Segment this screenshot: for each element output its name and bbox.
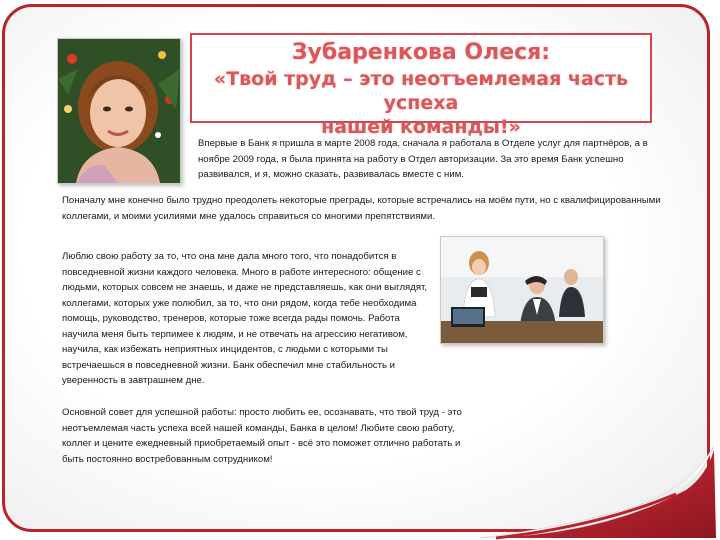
paragraph-love-work: Люблю свою работу за то, что она мне дала много того, что понадобится в повседневной жизни каждого человека. Много в работе интересного: общение с людьми, которых совсем не знаешь, и даже не представляешь, как они выглядят, коллегами, которых уже полюбил, за то, что они рядом, когда тебе необходима помощь, руководство, тренеров, которые тоже всегда рады помочь. Работа научила меня быть терпимее к людям, и не отвечать на агрессию негативом, научила, как избежать неприятных инцидентов, с людьми с которыми ты встречаешься в повседневной жизни. Банк обеспечил мне стабильность и уверенность в завтрашнем дне. bbox=[62, 251, 428, 386]
office-photo bbox=[440, 236, 604, 344]
employee-name: Зубаренкова Олеся: bbox=[291, 40, 551, 65]
page-curl-decoration bbox=[460, 380, 720, 540]
quote-line-2: нашей команды!» bbox=[321, 116, 521, 138]
portrait-illustration bbox=[58, 39, 180, 183]
paragraph-advice: Основной совет для успешной работы: просто любить ее, осознавать, что твой труд - это неотъемлемая часть успеха всей нашей команды, Банка в целом! Любите свою работу, коллег и цените ежедневный приобретаемый опыт - всё это поможет отлично работать и быть постоянно востребованным сотрудником! bbox=[62, 407, 462, 465]
quote-line-1: «Твой труд – это неотъемлемая часть успеха bbox=[213, 68, 629, 114]
paragraph-intro: Впервые в Банк я пришла в марте 2008 года, сначала я работала в Отделе услуг для партнёров, а в ноябре 2009 года, я была принята на работу в Отдел авторизации. За это время Банк успешно развивался, и я, можно сказать, развивалась вместе с ним. bbox=[198, 138, 648, 180]
paragraph-challenges: Поначалу мне конечно было трудно преодолеть некоторые преграды, которые встречались на моём пути, но с квалифицированными коллегами, и моими усилиями мне удалось справиться со многими препятствиями. bbox=[62, 195, 661, 222]
office-illustration bbox=[441, 237, 603, 343]
title-box bbox=[190, 33, 652, 138]
portrait-photo bbox=[57, 38, 181, 184]
